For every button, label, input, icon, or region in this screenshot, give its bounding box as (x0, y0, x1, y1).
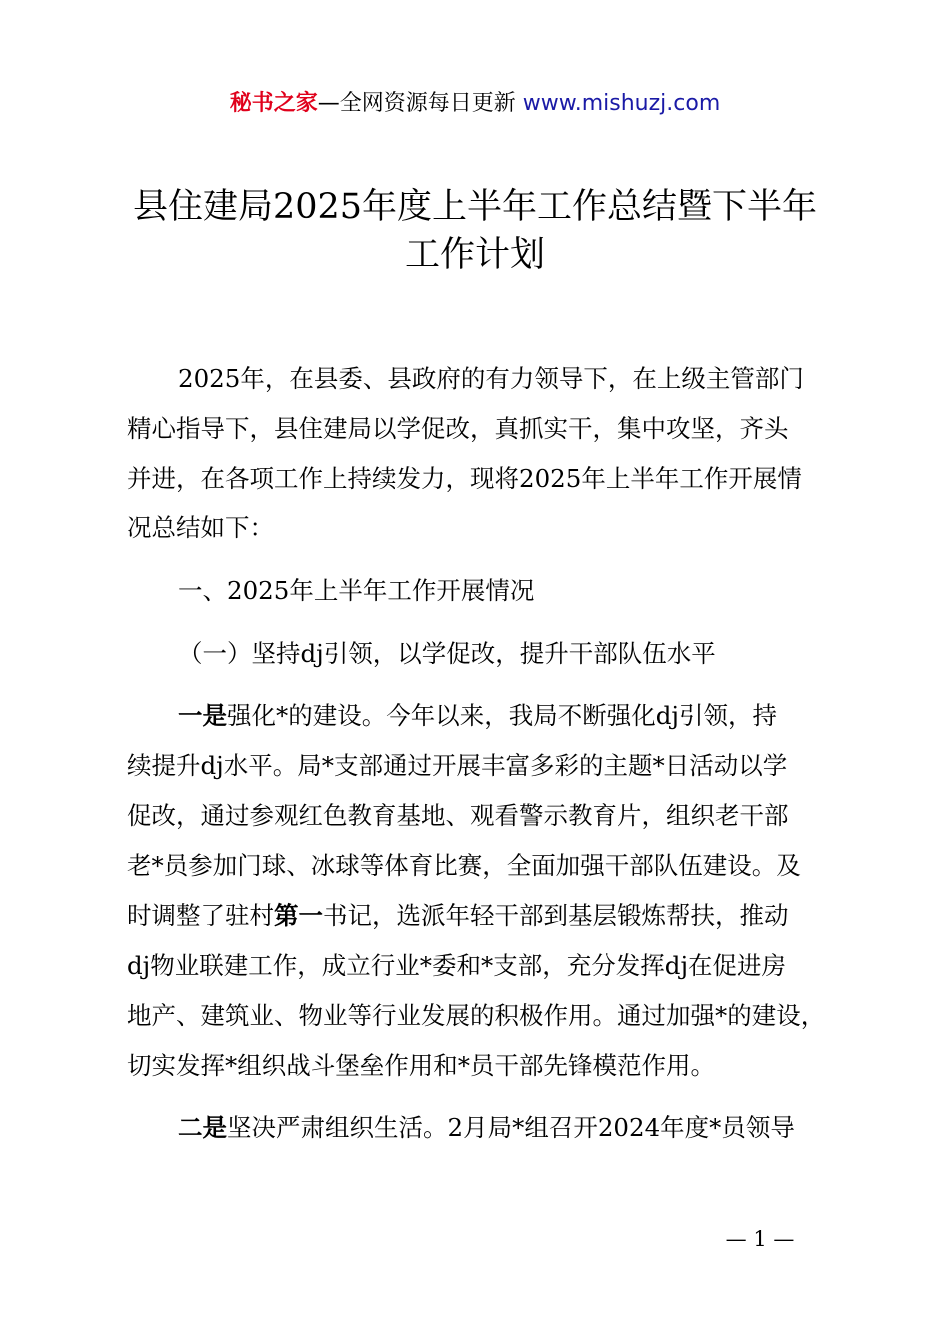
p1-line-1-text: 强化*的建设。今年以来，我局不断强化dj引领，持 (227, 701, 778, 730)
intro-line-1: 2025年，在县委、县政府的有力领导下，在上级主管部门 (178, 364, 804, 393)
subsection-heading: （一）坚持dj引领，以学促改，提升干部队伍水平 (178, 639, 716, 668)
p1-line-2: 续提升dj水平。局*支部通过开展丰富多彩的主题*日活动以学 (127, 751, 788, 780)
p2-line-1-text: 坚决严肃组织生活。2月局*组召开2024年度*员领导 (227, 1113, 795, 1142)
p1-line-5 (127, 898, 837, 934)
p1-line-3: 促改，通过参观红色教育基地、观看警示教育片，组织老干部 (127, 801, 789, 830)
site-banner (0, 88, 950, 120)
document-title-line-1: 县住建局2025年度上半年工作总结暨下半年 (132, 187, 818, 227)
intro-line-3: 并进，在各项工作上持续发力，现将2025年上半年工作开展情 (127, 464, 802, 493)
p2-line-1 (178, 1110, 888, 1146)
document-title-line-2: 工作计划 (404, 235, 545, 275)
p1-line-6: dj物业联建工作，成立行业*委和*支部，充分发挥dj在促进房 (127, 951, 787, 980)
p1-line-5-bold: 第一 (274, 901, 323, 930)
site-url-link[interactable]: www.mishuzj.com (522, 91, 721, 116)
p1-line-5-b: 书记，选派年轻干部到基层锻炼帮扶，推动 (323, 901, 789, 930)
intro-line-2: 精心指导下，县住建局以学促改，真抓实干，集中攻坚，齐头 (127, 414, 789, 443)
banner-tagline: —全网资源每日更新 (317, 91, 516, 116)
p1-line-5-a: 时调整了驻村 (127, 901, 274, 930)
p1-line-4: 老*员参加门球、冰球等体育比赛，全面加强干部队伍建设。及 (127, 851, 801, 880)
intro-line-4: 况总结如下： (127, 513, 274, 542)
p1-line-7: 地产、建筑业、物业等行业发展的积极作用。通过加强*的建设， (127, 1001, 826, 1030)
p1-line-1 (178, 698, 888, 734)
p1-line-8: 切实发挥*组织战斗堡垒作用和*员干部先锋模范作用。 (127, 1051, 715, 1080)
section-heading: 一、2025年上半年工作开展情况 (178, 576, 535, 605)
brand-name: 秘书之家 (229, 91, 318, 116)
p1-lead: 一是 (178, 701, 227, 730)
p2-lead: 二是 (178, 1113, 227, 1142)
page-number: — 1 — (725, 1227, 795, 1251)
